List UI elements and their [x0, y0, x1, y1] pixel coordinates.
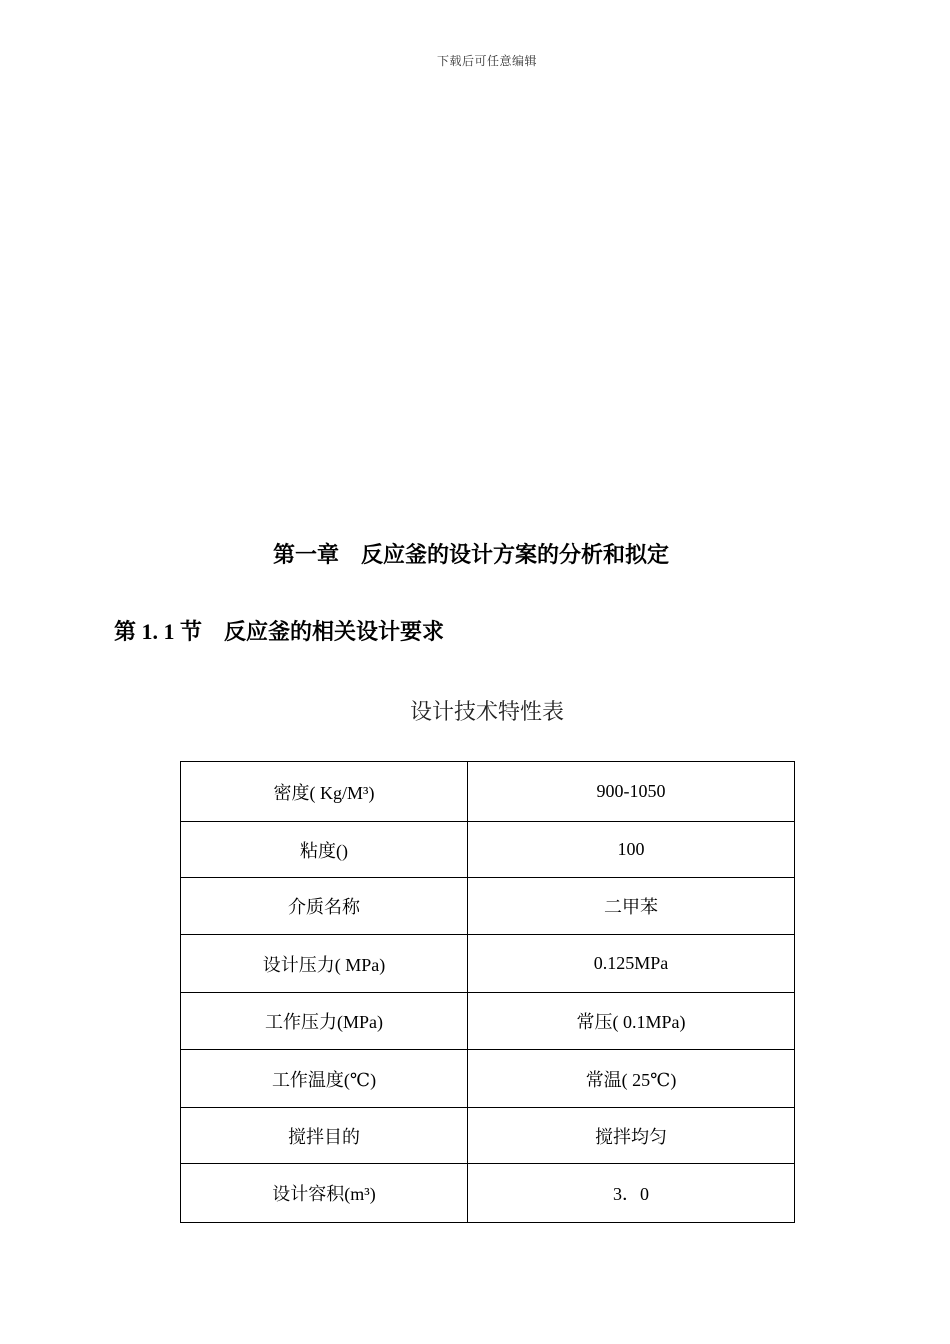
row-value: 900-1050 — [468, 762, 795, 822]
table-caption: 设计技术特性表 — [409, 699, 564, 724]
row-label: 设计压力( MPa) — [181, 935, 468, 993]
row-value: 0.125MPa — [468, 935, 795, 993]
page-header: 下载后可任意编辑 — [436, 54, 537, 68]
row-label: 工作温度(℃) — [181, 1050, 468, 1108]
design-spec-table — [180, 761, 795, 1223]
row-label: 搅拌目的 — [181, 1108, 468, 1164]
row-value: 100 — [468, 822, 795, 878]
table-row — [181, 1108, 795, 1164]
table-row — [181, 878, 795, 935]
table-row — [181, 993, 795, 1050]
row-value: 常温( 25℃) — [468, 1050, 795, 1108]
table-row — [181, 1050, 795, 1108]
row-value: 常压( 0.1MPa) — [468, 993, 795, 1050]
row-label: 密度( Kg/M³) — [181, 762, 468, 822]
row-label: 介质名称 — [181, 878, 468, 935]
section-title: 第 1. 1 节 反应釜的相关设计要求 — [114, 619, 445, 644]
table-row — [181, 1164, 795, 1223]
row-value: 3．0 — [468, 1164, 795, 1223]
row-label: 粘度() — [181, 822, 468, 878]
chapter-title: 第一章 反应釜的设计方案的分析和拟定 — [272, 542, 669, 567]
table-row — [181, 935, 795, 993]
row-label: 工作压力(MPa) — [181, 993, 468, 1050]
table-row — [181, 822, 795, 878]
row-label: 设计容积(m³) — [181, 1164, 468, 1223]
row-value: 搅拌均匀 — [468, 1108, 795, 1164]
row-value: 二甲苯 — [468, 878, 795, 935]
table-row — [181, 762, 795, 822]
